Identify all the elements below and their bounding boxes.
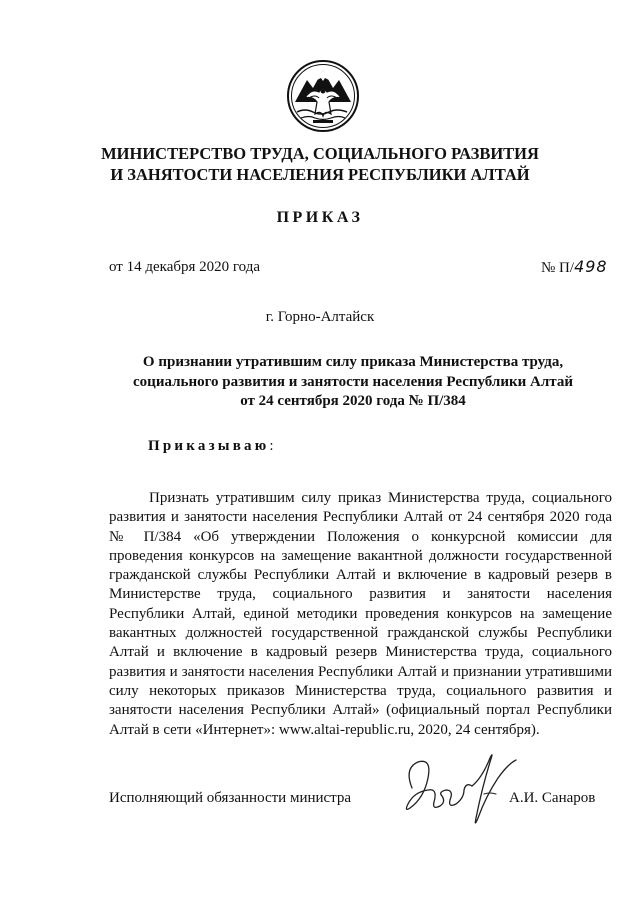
ministry-name-line1: МИНИСТЕРСТВО ТРУДА, СОЦИАЛЬНОГО РАЗВИТИЯ [101, 144, 539, 163]
coat-of-arms-icon [285, 58, 361, 134]
directive-colon: : [269, 438, 274, 454]
order-number-prefix: № П/ [541, 260, 575, 276]
order-date: от 14 декабря 2020 года [109, 259, 261, 275]
order-subject-line1: О признании утратившим силу приказа Министерства труда, [142, 354, 564, 370]
order-body [109, 489, 612, 740]
order-subject-line2: социального развития и занятости населения Республики Алтай [133, 373, 573, 390]
ministry-name [40, 143, 600, 185]
order-number [541, 257, 608, 277]
order-subject [110, 353, 596, 412]
order-number-handwritten: 498 [574, 257, 608, 276]
directive-word: Приказываю [148, 438, 270, 454]
document-title: ПРИКАЗ [276, 209, 364, 226]
directive-label [148, 438, 274, 455]
city: г. Горно-Алтайск [265, 309, 375, 325]
ministry-name-line2: И ЗАНЯТОСТИ НАСЕЛЕНИЯ РЕСПУБЛИКИ АЛТАЙ [110, 165, 530, 184]
signatory-title: Исполняющий обязанности министра [109, 790, 352, 806]
order-body-paragraph: Признать утратившим силу приказ Министерства труда, социального развития и занятости населения Республики Алтай от 24 сентября 2020 года № П/384 «Об утверждении Положения о конкурсной комиссии для проведения конкурсов на замещение вакантной должности государственной гражданской службы Республики Алтай и включение в кадровый резерв в Министерстве труда, социального развития и занятости населения Республики Алтай, единой методики проведения конкурсов на замещение вакантных должностей государственной гражданской службы Республики Алтай и включение в кадровый резерв Министерства труда, социального развития и занятости населения Республики Алтай и признании утратившими силу некоторых приказов Министерства труда, социального развития и занятости населения Республики Алтай» (официальный портал Республики Алтай в сети «Интернет»: www.altai-republic.ru, 2020, 24 сентября). [109, 490, 612, 738]
signature-icon [398, 748, 523, 830]
order-subject-line3: от 24 сентября 2020 года № П/384 [240, 393, 466, 409]
signer-name: А.И. Санаров [509, 790, 596, 806]
